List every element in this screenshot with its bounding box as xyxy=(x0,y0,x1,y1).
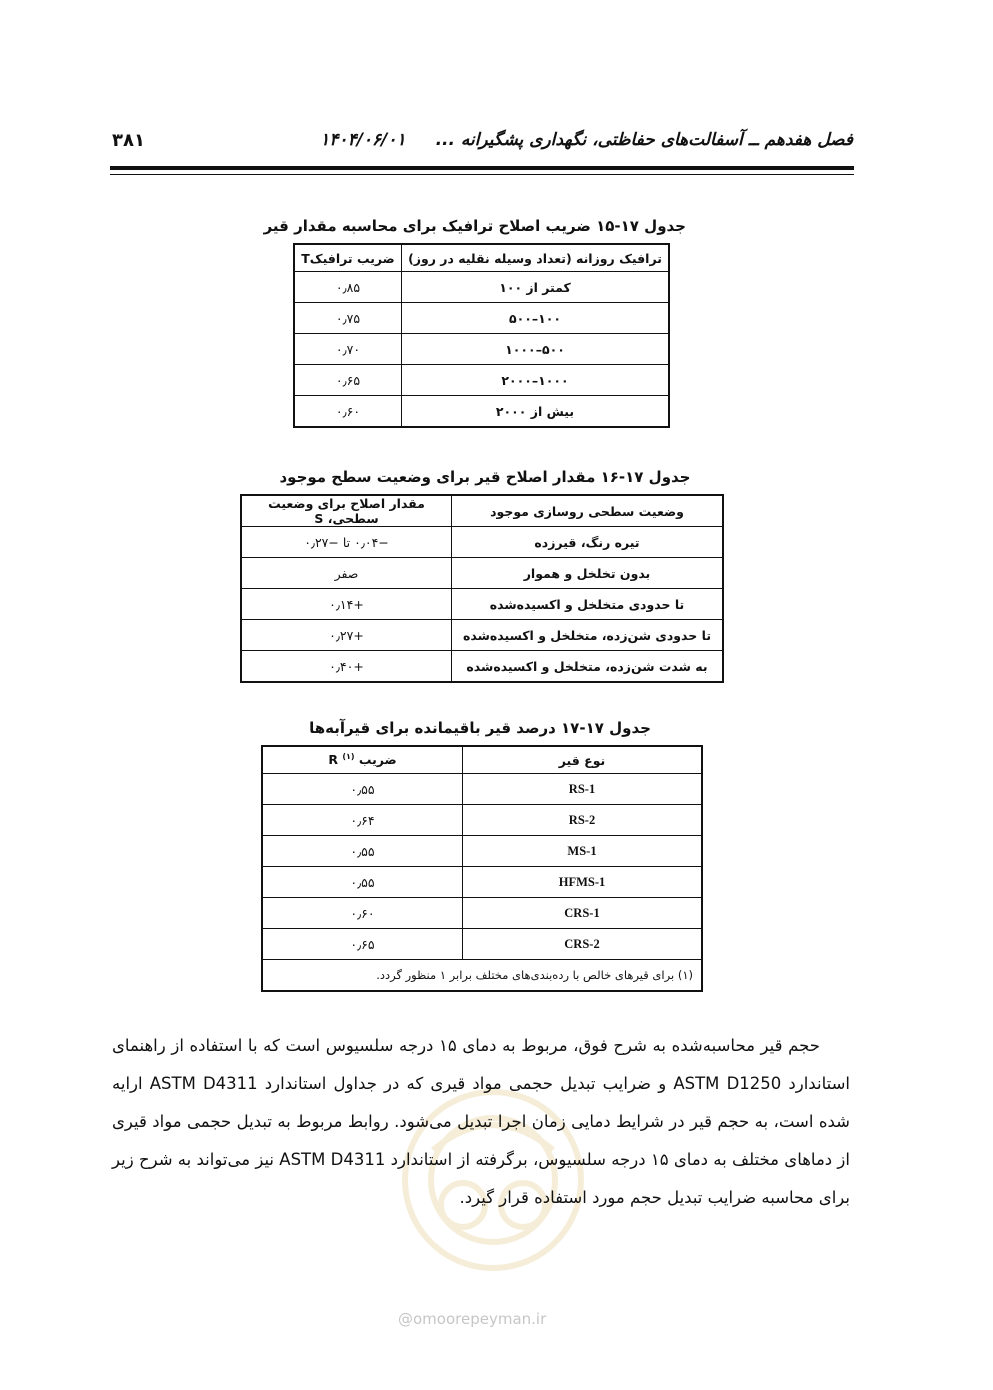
table1-cell-label: ۱۰۰–۵۰۰ xyxy=(402,303,670,334)
table-row xyxy=(262,774,702,805)
table2-cell-label: تا حدودی شن‌زده، متخلخل و اکسیده‌شده xyxy=(452,620,724,651)
table2-header-correction: مقدار اصلاح برای وضعیت سطحی، S xyxy=(241,495,452,527)
table-row xyxy=(262,867,702,898)
table2-cell-label: بدون تخلخل و هموار xyxy=(452,558,724,589)
table1-cell-value: ۰٫۸۵ xyxy=(294,272,402,303)
table-row xyxy=(294,272,669,303)
header-rule-thick xyxy=(110,166,854,170)
table1-cell-label: کمتر از ۱۰۰ xyxy=(402,272,670,303)
table2-cell-value: صفر xyxy=(241,558,452,589)
table3-cell-value: ۰٫۵۵ xyxy=(262,774,463,805)
table2-header-condition: وضعیت سطحی روسازی موجود xyxy=(452,495,724,527)
table1-cell-value: ۰٫۷۵ xyxy=(294,303,402,334)
table1-cell-value: ۰٫۶۵ xyxy=(294,365,402,396)
table1-cell-label: ۱۰۰۰–۲۰۰۰ xyxy=(402,365,670,396)
table3-cell-label: HFMS-1 xyxy=(463,867,703,898)
table3-cell-value: ۰٫۶۴ xyxy=(262,805,463,836)
table-row xyxy=(294,303,669,334)
table3-header-row xyxy=(262,746,702,774)
table-row xyxy=(241,620,723,651)
table-row xyxy=(262,805,702,836)
running-header xyxy=(320,130,853,150)
table-row xyxy=(241,527,723,558)
table2-cell-value: +۰٫۲۷ xyxy=(241,620,452,651)
table3-header-r-label: ضریب R xyxy=(328,752,397,768)
table1-header-row xyxy=(294,244,669,272)
table3-cell-value: ۰٫۵۵ xyxy=(262,867,463,898)
table2-caption: جدول ۱۷-۱۶ مقدار اصلاح قیر برای وضعیت سطح موجود xyxy=(279,468,691,486)
table3-caption: جدول ۱۷-۱۷ درصد قیر باقیمانده برای قیرآبه‌ها xyxy=(309,719,651,737)
table2-cell-label: تیره رنگ، قیرزده xyxy=(452,527,724,558)
table-row xyxy=(294,396,669,428)
table-row xyxy=(241,589,723,620)
table3-cell-label: RS-1 xyxy=(463,774,703,805)
table-row xyxy=(262,929,702,960)
table1-caption: جدول ۱۷-۱۵ ضریب اصلاح ترافیک برای محاسبه مقدار قیر xyxy=(263,217,686,235)
table-row xyxy=(294,334,669,365)
header-rule-thin xyxy=(110,174,854,175)
table1-header-traffic: ترافیک روزانه (تعداد وسیله نقلیه در روز) xyxy=(402,244,670,272)
table-row xyxy=(262,836,702,867)
table3-header-r xyxy=(262,746,463,774)
table3-cell-value: ۰٫۶۰ xyxy=(262,898,463,929)
chapter-title: فصل هفدهم ــ آسفالت‌های حفاظتی، نگهداری پشگیرانه ... xyxy=(435,130,853,150)
page-number: ۳۸۱ xyxy=(112,130,145,151)
table-row xyxy=(294,365,669,396)
table2-cell-value: −۰٫۰۴ تا −۰٫۲۷ xyxy=(241,527,452,558)
table2-header-row xyxy=(241,495,723,527)
watermark-text: @omoorepeyman.ir xyxy=(398,1310,547,1328)
header-date: ۱۴۰۴/۰۶/۰۱ xyxy=(320,130,406,150)
table1-cell-label: ۵۰۰–۱۰۰۰ xyxy=(402,334,670,365)
table3-cell-label: CRS-2 xyxy=(463,929,703,960)
table-row xyxy=(262,898,702,929)
table2-cell-label: به شدت شن‌زده، متخلخل و اکسیده‌شده xyxy=(452,651,724,683)
table2-cell-value: +۰٫۴۰ xyxy=(241,651,452,683)
table2 xyxy=(240,494,724,683)
table3-cell-value: ۰٫۶۵ xyxy=(262,929,463,960)
footnote-marker: (۱) xyxy=(342,752,355,762)
table3 xyxy=(261,745,703,992)
table2-cell-value: +۰٫۱۴ xyxy=(241,589,452,620)
table3-footnote: (۱) برای قیرهای خالص با رده‌بندی‌های مختلف برابر ۱ منظور گردد. xyxy=(262,960,702,992)
table3-cell-value: ۰٫۵۵ xyxy=(262,836,463,867)
table3-cell-label: MS-1 xyxy=(463,836,703,867)
table3-footnote-row xyxy=(262,960,702,992)
table3-cell-label: RS-2 xyxy=(463,805,703,836)
table3-cell-label: CRS-1 xyxy=(463,898,703,929)
table2-cell-label: تا حدودی متخلخل و اکسیده‌شده xyxy=(452,589,724,620)
table1-cell-label: بیش از ۲۰۰۰ xyxy=(402,396,670,428)
table1-cell-value: ۰٫۷۰ xyxy=(294,334,402,365)
table1-cell-value: ۰٫۶۰ xyxy=(294,396,402,428)
body-paragraph: حجم قیر محاسبه‌شده به شرح فوق، مربوط به دمای ۱۵ درجه سلسیوس است که با استفاده از راهنمای استاندارد ASTM D1250 و ضرایب تبدیل حجمی مواد قیری که در جداول استاندارد ASTM D4311 ارایه شده است، به حجم قیر در شرایط دمایی زمان اجرا تبدیل می‌شود. روابط مربوط به تبدیل حجمی مواد قیری از دماهای مختلف به دمای ۱۵ درجه سلسیوس، برگرفته از استاندارد ASTM D4311 نیز می‌تواند به شرح زیر برای محاسبه ضرایب تبدیل حجم مورد استفاده قرار گیرد. xyxy=(112,1035,850,1207)
table1 xyxy=(293,243,670,428)
table-row xyxy=(241,558,723,589)
table1-header-coefficient: ضریب ترافیکT xyxy=(294,244,402,272)
table-row xyxy=(241,651,723,683)
table3-header-type: نوع قیر xyxy=(463,746,703,774)
